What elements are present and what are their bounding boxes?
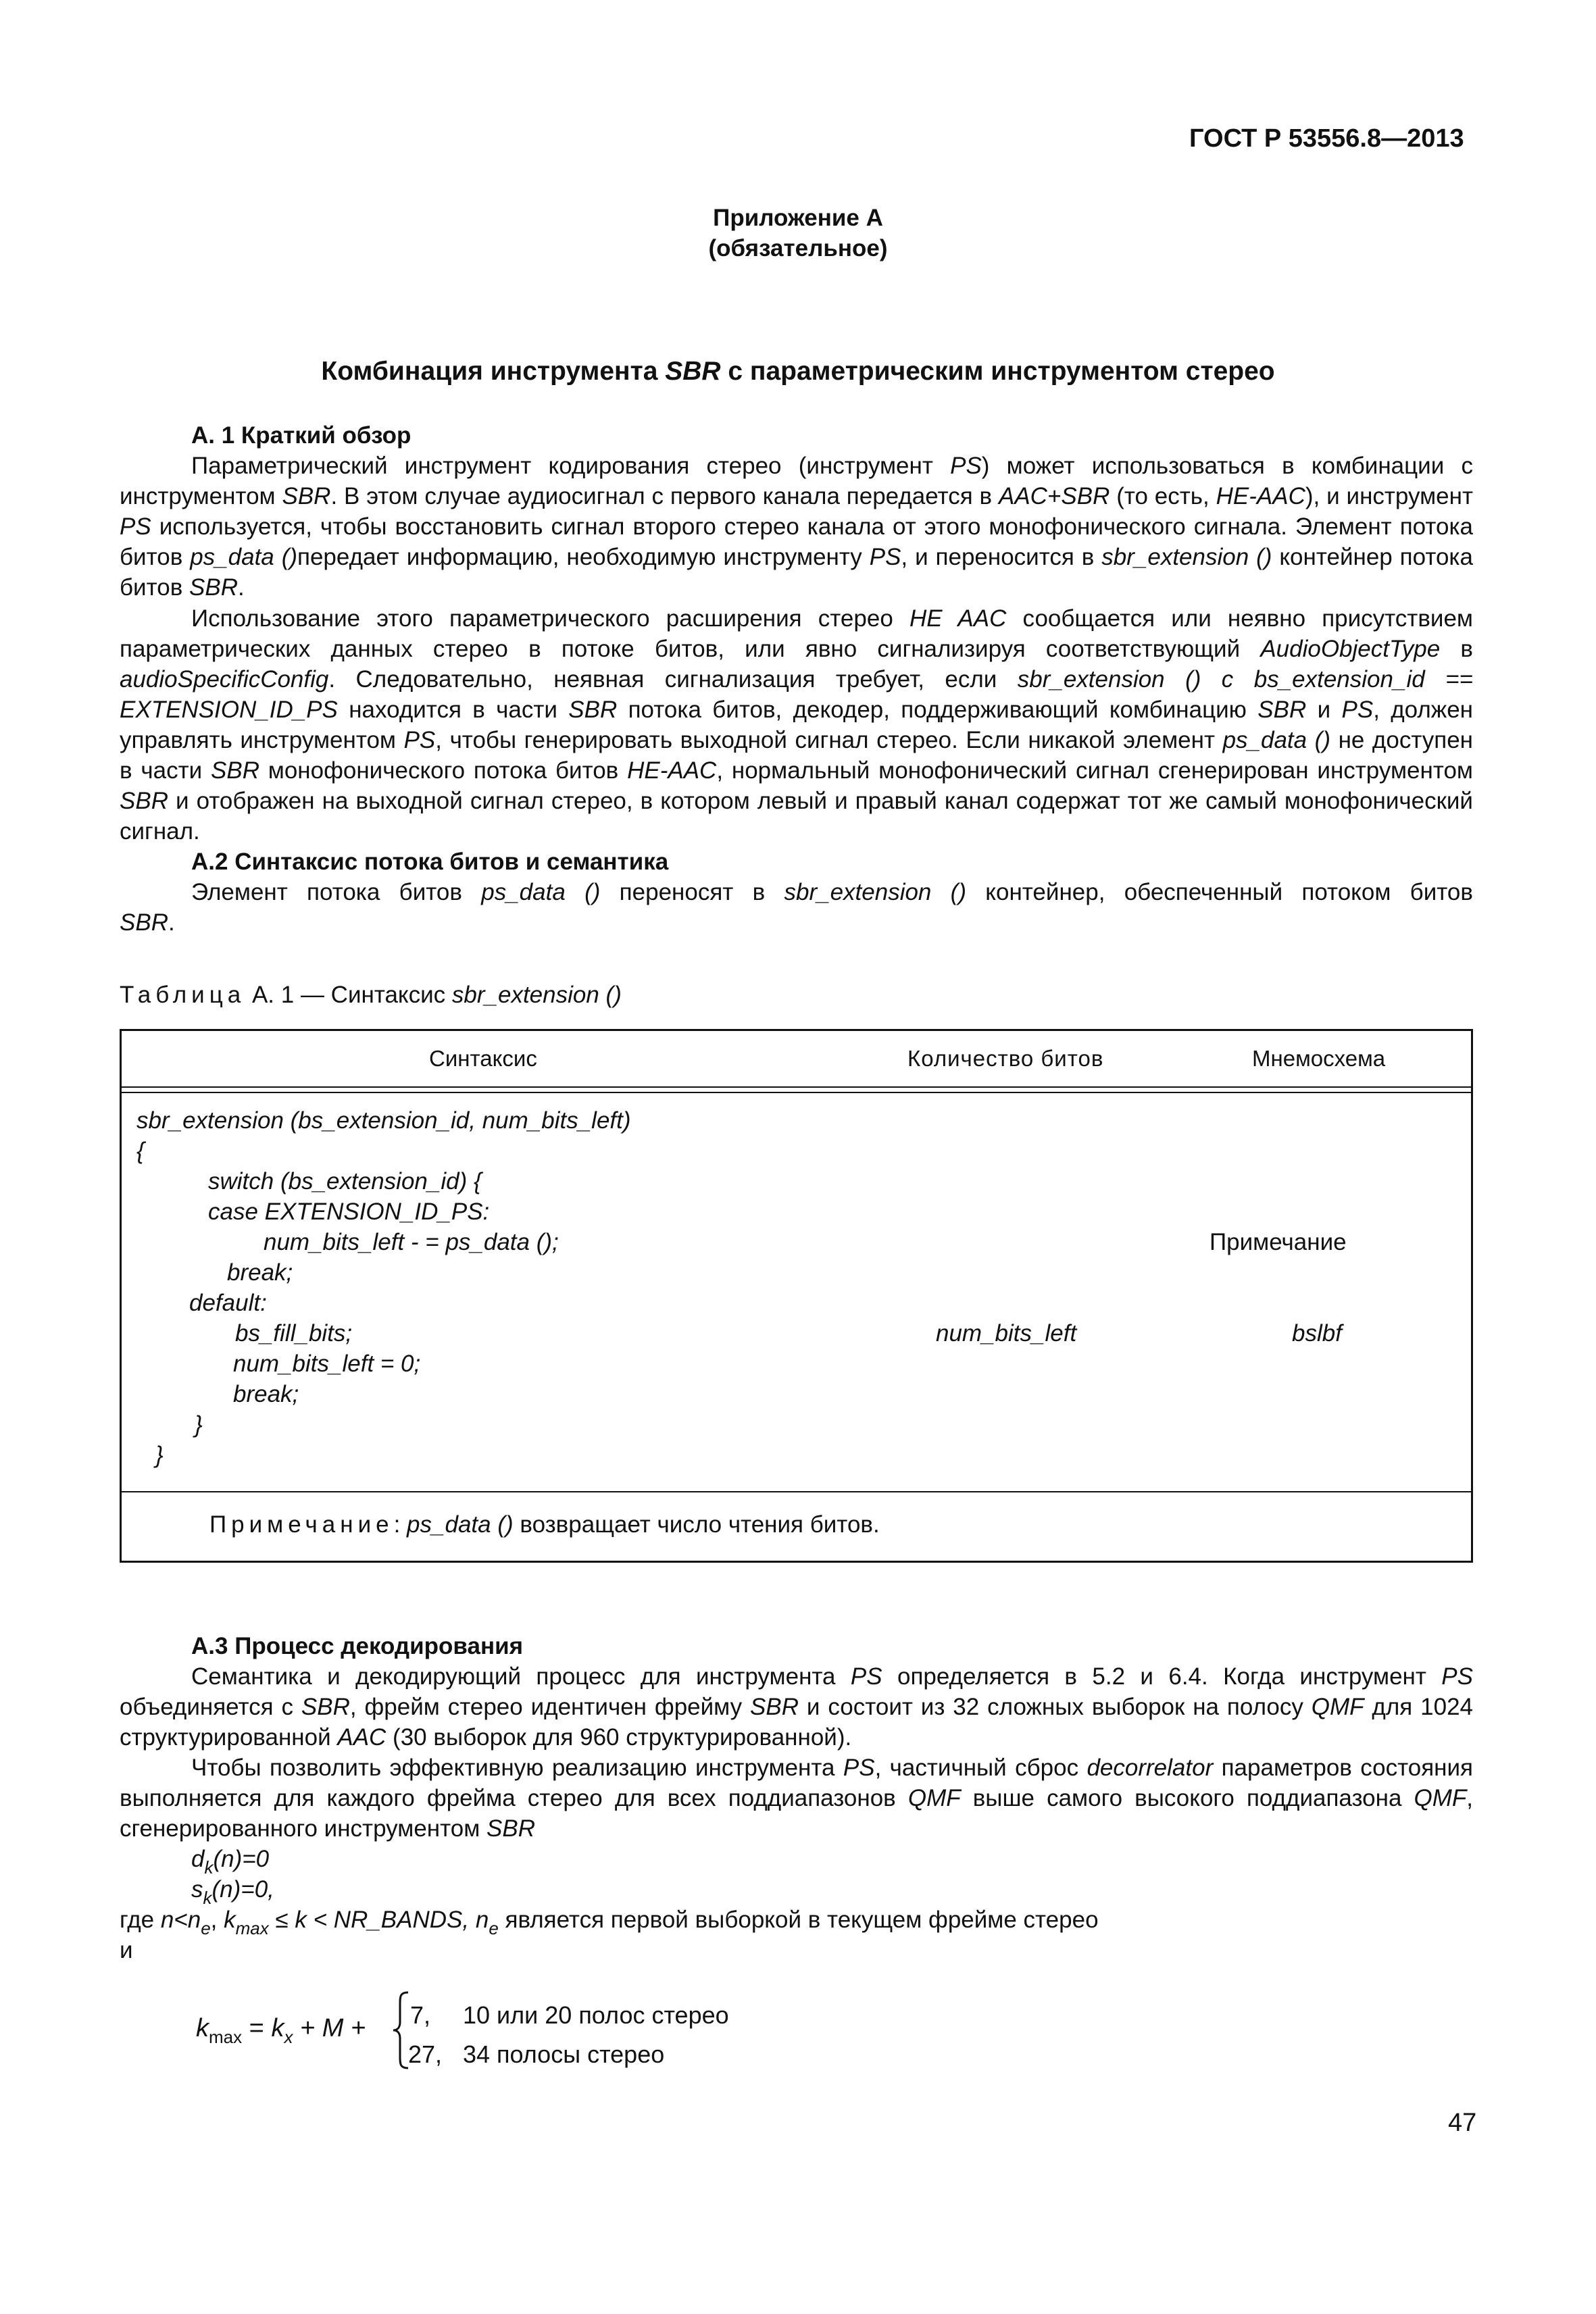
italic-term: SBR bbox=[189, 574, 238, 601]
text-run: . bbox=[168, 909, 175, 936]
italic-term: SBR bbox=[301, 1694, 350, 1720]
text-run: выше самого высокого поддиапазона bbox=[960, 1785, 1414, 1811]
section-a2-paragraph bbox=[120, 877, 1473, 938]
section-a1-paragraph-2 bbox=[120, 603, 1473, 847]
italic-term: HE AAC bbox=[909, 605, 1007, 632]
code-line: bs_fill_bits; bbox=[235, 1320, 353, 1347]
text-run: ) может использоваться в комбинации с инструментом bbox=[120, 453, 1473, 509]
text-run: передает информацию, необходимую инструменту bbox=[297, 544, 870, 570]
italic-term: SBR bbox=[282, 483, 331, 509]
text-run: монофонического потока битов bbox=[259, 757, 628, 784]
case-2-text: 34 полосы стерео bbox=[463, 2040, 665, 2068]
italic-term: PS bbox=[869, 544, 901, 570]
page-number: 47 bbox=[1448, 2109, 1477, 2137]
bits-value-cell: num_bits_left bbox=[936, 1320, 1077, 1347]
code-line: { bbox=[136, 1138, 145, 1164]
text-run: не доступен в части bbox=[120, 727, 1473, 784]
italic-term: sbr_extension () bbox=[784, 879, 966, 905]
text-run: , нормальный монофонический сигнал сгенерирован инструментом bbox=[716, 757, 1473, 784]
text-run: сообщается или неявно присутствием параметрических данных стерео в потоке битов, или явно сигнализируя соответствующий bbox=[120, 605, 1473, 662]
appendix-title: Приложение А bbox=[713, 205, 883, 231]
code-line: break; bbox=[227, 1259, 293, 1286]
text-run: определяется в 5.2 и 6.4. Когда инструмент bbox=[882, 1663, 1442, 1690]
italic-term: ps_data () bbox=[481, 879, 601, 905]
column-header-mnemonic: Мнемосхема bbox=[1252, 1046, 1386, 1071]
italic-term: SBR bbox=[120, 909, 168, 936]
text-run: переносят в bbox=[600, 879, 784, 905]
kmax-formula-lhs: $k_{max} = k_x + M$ + bbox=[196, 2014, 366, 2047]
equation-s: $s_k(n)=0$, bbox=[191, 1876, 274, 1908]
text-run: . В этом случае аудиосигнал с первого канала передается в bbox=[330, 483, 999, 509]
italic-term: PS bbox=[843, 1755, 875, 1781]
column-header-bits: Количество битов bbox=[907, 1046, 1104, 1071]
section-a3-paragraph-2 bbox=[120, 1753, 1473, 1844]
text-run: Параметрический инструмент кодирования стерео (инструмент bbox=[191, 453, 951, 479]
italic-term: PS bbox=[850, 1663, 882, 1690]
main-title: Комбинация инструмента SBR с параметрическим инструментом стерео bbox=[321, 357, 1275, 386]
mnemonic-value-cell: bslbf bbox=[1292, 1320, 1342, 1347]
italic-term: SBR bbox=[120, 788, 168, 814]
section-a2-heading: А.2 Синтаксис потока битов и семантика bbox=[191, 849, 669, 875]
equation-d: $d_k(n)=0$ bbox=[191, 1846, 270, 1878]
where-clause: где $n<n_e$, $k_{max} \le k$ < NR_BANDS, $n_e$ является первой выборкой в текущем фрейме стерео bbox=[120, 1907, 1099, 1938]
table-header-rule-double bbox=[122, 1092, 1471, 1093]
table-note-rule bbox=[122, 1491, 1471, 1492]
text-run: , должен управлять инструментом bbox=[120, 697, 1474, 753]
italic-term: HE-AAC bbox=[627, 757, 717, 784]
italic-term: SBR bbox=[1257, 697, 1307, 723]
text-run: ), и инструмент bbox=[1305, 483, 1473, 509]
italic-term: AAC bbox=[337, 1724, 386, 1751]
text-run: Семантика и декодирующий процесс для инструмента bbox=[191, 1663, 851, 1690]
mnemonic-note-cell: Примечание bbox=[1210, 1229, 1347, 1255]
text-run: объединяется с bbox=[120, 1694, 301, 1720]
text-run: , частичный сброс bbox=[874, 1755, 1087, 1781]
italic-term: HE-AAC bbox=[1216, 483, 1305, 509]
italic-term: AudioObjectType bbox=[1260, 636, 1441, 662]
text-run: (то есть, bbox=[1109, 483, 1216, 509]
italic-term: SBR bbox=[211, 757, 259, 784]
section-a1-heading: А. 1 Краткий обзор bbox=[191, 422, 412, 449]
code-line: break; bbox=[233, 1381, 299, 1407]
table-header-rule bbox=[122, 1086, 1471, 1088]
text-run: Элемент потока битов bbox=[191, 879, 482, 905]
italic-term: QMF bbox=[1414, 1785, 1467, 1811]
and-word: и bbox=[120, 1937, 133, 1963]
section-a3-heading: А.3 Процесс декодирования bbox=[191, 1633, 524, 1659]
italic-term: decorrelator bbox=[1087, 1755, 1214, 1781]
italic-term: QMF bbox=[1311, 1694, 1364, 1720]
code-line: sbr_extension (bs_extension_id, num_bits_left) bbox=[136, 1107, 631, 1134]
code-line: case EXTENSION_ID_PS: bbox=[208, 1199, 490, 1225]
text-run: контейнер, обеспеченный потоком битов bbox=[966, 879, 1473, 905]
code-line: num_bits_left - = ps_data (); bbox=[264, 1229, 559, 1255]
document-code: ГОСТ Р 53556.8—2013 bbox=[1189, 124, 1464, 153]
code-line: } bbox=[155, 1442, 164, 1468]
text-run: и bbox=[1306, 697, 1342, 723]
text-run: контейнер потока битов bbox=[120, 544, 1473, 601]
italic-term: ps_data () bbox=[1222, 727, 1330, 753]
case-1-value: 7, bbox=[410, 2001, 431, 2029]
italic-term: ps_data () bbox=[190, 544, 298, 570]
text-run: потока битов, декодер, поддерживающий комбинацию bbox=[617, 697, 1258, 723]
column-header-syntax: Синтаксис bbox=[429, 1046, 537, 1071]
text-run: Чтобы позволить эффективную реализацию инструмента bbox=[191, 1755, 843, 1781]
text-run: и отображен на выходной сигнал стерео, в котором левый и правый канал содержат тот же самый монофонический сигнал. bbox=[120, 788, 1473, 845]
syntax-table bbox=[120, 1029, 1473, 1563]
italic-term: QMF bbox=[907, 1785, 961, 1811]
table-caption: Таблица А. 1 — Синтаксис sbr_extension () bbox=[120, 982, 622, 1008]
text-run: для 1024 структурированной bbox=[120, 1694, 1473, 1751]
code-line: num_bits_left = 0; bbox=[233, 1351, 421, 1377]
appendix-status: (обязательное) bbox=[708, 235, 888, 261]
section-a1-paragraph-1 bbox=[120, 451, 1473, 603]
italic-term: SBR bbox=[568, 697, 618, 723]
italic-term: sbr_extension () bbox=[1101, 544, 1272, 570]
italic-term: PS bbox=[120, 513, 151, 540]
italic-term: SBR bbox=[487, 1815, 535, 1842]
text-run: параметров состояния выполняется для каждого фрейма стерео для всех поддиапазонов bbox=[120, 1755, 1473, 1811]
italic-term: PS bbox=[950, 453, 982, 479]
italic-term: PS bbox=[403, 727, 436, 753]
case-2-value: 27, bbox=[408, 2040, 443, 2068]
italic-term: PS bbox=[1341, 697, 1374, 723]
text-run: , чтобы генерировать выходной сигнал стерео. Если никакой элемент bbox=[435, 727, 1223, 753]
text-run: (30 выборок для 960 структурированной). bbox=[386, 1724, 852, 1751]
text-run: , фрейм стерео идентичен фрейму bbox=[349, 1694, 751, 1720]
text-run: и состоит из 32 сложных выборок на полосу bbox=[799, 1694, 1312, 1720]
text-run: в bbox=[1440, 636, 1473, 662]
italic-term: audioSpecificConfig bbox=[120, 666, 329, 693]
italic-term: AAC+SBR bbox=[998, 483, 1110, 509]
text-run: Использование этого параметрического расширения стерео bbox=[191, 605, 909, 632]
code-line: switch (bs_extension_id) { bbox=[208, 1168, 482, 1194]
italic-term: sbr_extension () с bs_extension_id == EXTENSION_ID_PS bbox=[120, 666, 1473, 723]
code-line: } bbox=[195, 1411, 203, 1438]
italic-term: SBR bbox=[750, 1694, 799, 1720]
text-run: , и переносится в bbox=[901, 544, 1102, 570]
text-run: находится в части bbox=[337, 697, 569, 723]
case-1-text: 10 или 20 полос стерео bbox=[463, 2001, 729, 2029]
table-footnote: Примечание: ps_data () возвращает число чтения битов. bbox=[209, 1511, 880, 1538]
text-run: используется, чтобы восстановить сигнал второго стерео канала от этого монофонического сигнала. Элемент потока битов bbox=[120, 513, 1473, 570]
code-line: default: bbox=[189, 1290, 267, 1316]
text-run: . Следовательно, неявная сигнализация требует, если bbox=[328, 666, 1018, 693]
text-run: , сгенерированного инструментом bbox=[120, 1785, 1474, 1842]
section-a3-paragraph-1 bbox=[120, 1661, 1473, 1753]
italic-term: PS bbox=[1441, 1663, 1473, 1690]
text-run: . bbox=[238, 574, 245, 601]
